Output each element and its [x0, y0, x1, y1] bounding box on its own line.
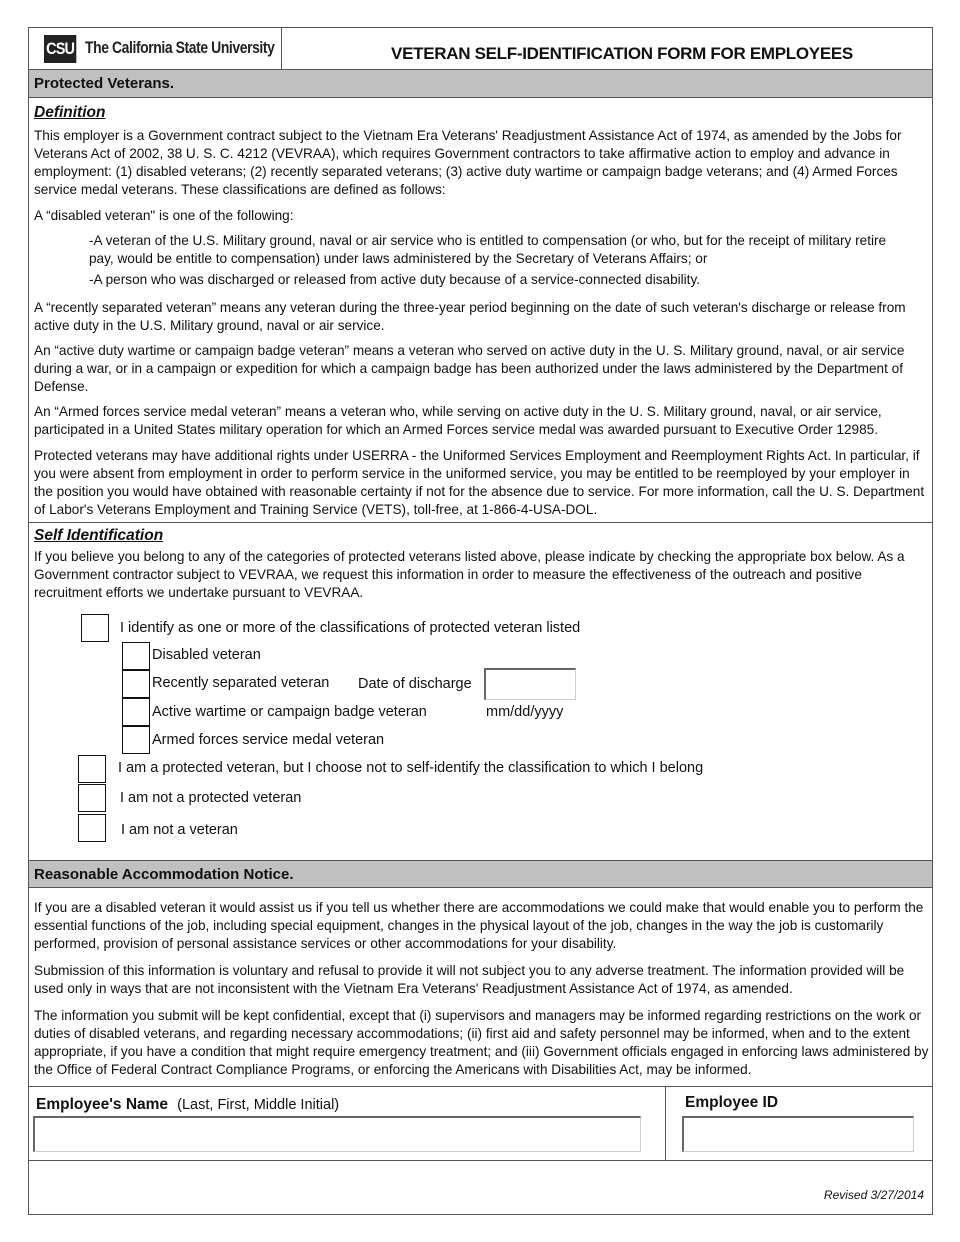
form-title: VETERAN SELF-IDENTIFICATION FORM FOR EMPLOYEES: [391, 44, 853, 63]
accommodation-paragraph-2: Submission of this information is voluntary and refusal to provide it will not subject you to any adverse treatment. The information provided will be used only in ways that are not inconsistent with the Vietnam Era Veterans' Readjustment Assistance Act of 1974, as amended.: [34, 963, 905, 996]
armed-forces-label: Armed forces service medal veteran: [152, 732, 385, 748]
active-duty-definition: An “active duty wartime or campaign badge veteran” means a veteran who served on active duty in the U. S. Military ground, naval, or air service during a war, or in a campaign or expedition for which a campaign badge has been authorized under the laws administered by the Department of Defense.: [34, 343, 905, 394]
disabled-item-2: -A person who was discharged or released from active duty because of a service-connected disability.: [89, 272, 701, 287]
self-identification-heading: Self Identification: [34, 527, 164, 544]
recently-separated-checkbox[interactable]: [122, 670, 150, 698]
date-of-discharge-label: Date of discharge: [358, 676, 472, 692]
accommodation-band: Reasonable Accommodation Notice.: [29, 860, 932, 888]
choose-not-to-identify-checkbox[interactable]: [78, 755, 106, 783]
date-of-discharge-input[interactable]: [486, 670, 575, 699]
armed-forces-checkbox[interactable]: [122, 726, 150, 754]
employee-name-label: Employee's Name: [36, 1096, 169, 1113]
employee-name-label-group: [36, 1094, 339, 1114]
employee-id-input[interactable]: [684, 1118, 913, 1151]
disabled-item-1: -A veteran of the U.S. Military ground, naval or air service who is entitled to compensation (or who, but for the receipt of military retire pay, would be entitle to compensation) under laws administered by the Secretary of Veterans Affairs; or: [89, 233, 887, 266]
employee-id-field[interactable]: [682, 1116, 914, 1152]
active-wartime-label: Active wartime or campaign badge veteran: [152, 704, 427, 720]
identify-protected-checkbox[interactable]: [81, 614, 109, 642]
armed-forces-definition: An “Armed forces service medal veteran” means a veteran who, while serving on active duty in the U. S. Military ground, naval, or air service, participated in a United States military operation for which an Armed Forces service medal was awarded pursuant to Executive Order 12985.: [34, 404, 882, 437]
employee-name-field[interactable]: [33, 1116, 641, 1152]
university-name: The California State University: [85, 38, 275, 57]
active-wartime-checkbox[interactable]: [122, 698, 150, 726]
not-a-veteran-checkbox[interactable]: [78, 814, 106, 842]
date-format-hint: mm/dd/yyyy: [486, 704, 564, 720]
disabled-veteran-label: Disabled veteran: [152, 647, 261, 663]
not-a-veteran-label: I am not a veteran: [121, 822, 238, 838]
employee-name-hint: (Last, First, Middle Initial): [177, 1097, 340, 1113]
revision-date: Revised 3/27/2014: [823, 1188, 924, 1202]
accommodation-paragraph-1: If you are a disabled veteran it would assist us if you tell us whether there are accommodations we could make that would enable you to perform the essential functions of the job, including special equipment, changes in the physical layout of the job, changes in the way the job is customarily performed, provision of personal assistance services or other accommodations for your disability.: [34, 900, 924, 951]
divider: [29, 1086, 932, 1087]
protected-veterans-band: Protected Veterans.: [29, 70, 932, 98]
divider: [29, 1160, 932, 1161]
userra-paragraph: Protected veterans may have additional rights under USERRA - the Uniformed Services Employment and Reemployment Rights Act. In particular, if you were absent from employment in order to perform service in the uniformed service, you may be entitled to be reemployed by your employer in the position you would have obtained with reasonable certainty if not for the absence due to service. For more information, call the U. S. Department of Labor's Veterans Employment and Training Service (VETS), toll-free, at 1-866-4-USA-DOL.: [34, 448, 925, 517]
disabled-veteran-intro: A “disabled veteran" is one of the following:: [34, 208, 294, 223]
identify-protected-label: I identify as one or more of the classifications of protected veteran listed: [120, 620, 581, 636]
disabled-veteran-checkbox[interactable]: [122, 642, 150, 670]
logo-cell: [29, 28, 282, 70]
date-of-discharge-field[interactable]: [484, 668, 576, 700]
not-protected-veteran-label: I am not a protected veteran: [120, 790, 302, 806]
form-header: [29, 28, 932, 70]
column-divider: [665, 1086, 666, 1160]
employee-name-input[interactable]: [35, 1118, 640, 1151]
not-protected-veteran-checkbox[interactable]: [78, 784, 106, 812]
self-identification-intro: If you believe you belong to any of the categories of protected veterans listed above, please indicate by checking the appropriate box below. As a Government contractor subject to VEVRAA, we request this information in order to measure the effectiveness of the outreach and positive recruitment efforts we undertake pursuant to VEVRAA.: [34, 549, 905, 600]
choose-not-to-identify-label: I am a protected veteran, but I choose not to self-identify the classification to which I belong: [118, 760, 704, 776]
veteran-form: [28, 27, 933, 1215]
employee-id-label: Employee ID: [685, 1094, 779, 1111]
divider: [29, 522, 932, 523]
accommodation-paragraph-3: The information you submit will be kept confidential, except that (i) supervisors and managers may be informed regarding restrictions on the work or duties of disabled veterans, and regarding necessary accommodations; (ii) first aid and safety personnel may be informed, when and to the extent appropriate, if you have a condition that might require emergency treatment; and (iii) Government officials engaged in enforcing laws administered by the Office of Federal Contract Compliance Programs, or enforcing the Americans with Disabilities Act, may be informed.: [34, 1008, 929, 1077]
definition-heading: Definition: [34, 104, 106, 121]
csu-logo-icon: CSU: [44, 35, 76, 63]
recently-separated-definition: A “recently separated veteran” means any veteran during the three-year period beginning on the date of such veteran's discharge or release from active duty in the U.S. Military ground, naval or air service.: [34, 300, 906, 333]
recently-separated-label: Recently separated veteran: [152, 675, 330, 691]
definition-intro: This employer is a Government contract subject to the Vietnam Era Veterans' Readjustment Assistance Act of 1974, as amended by the Jobs for Veterans Act of 2002, 38 U. S. C. 4212 (VEVRAA), which requires Government contractors to take affirmative action to employ and advance in employment: (1) disabled veterans; (2) recently separated veterans; (3) active duty wartime or campaign badge veterans; and (4) Armed Forces service medal veterans. These classifications are defined as follows:: [34, 128, 902, 197]
